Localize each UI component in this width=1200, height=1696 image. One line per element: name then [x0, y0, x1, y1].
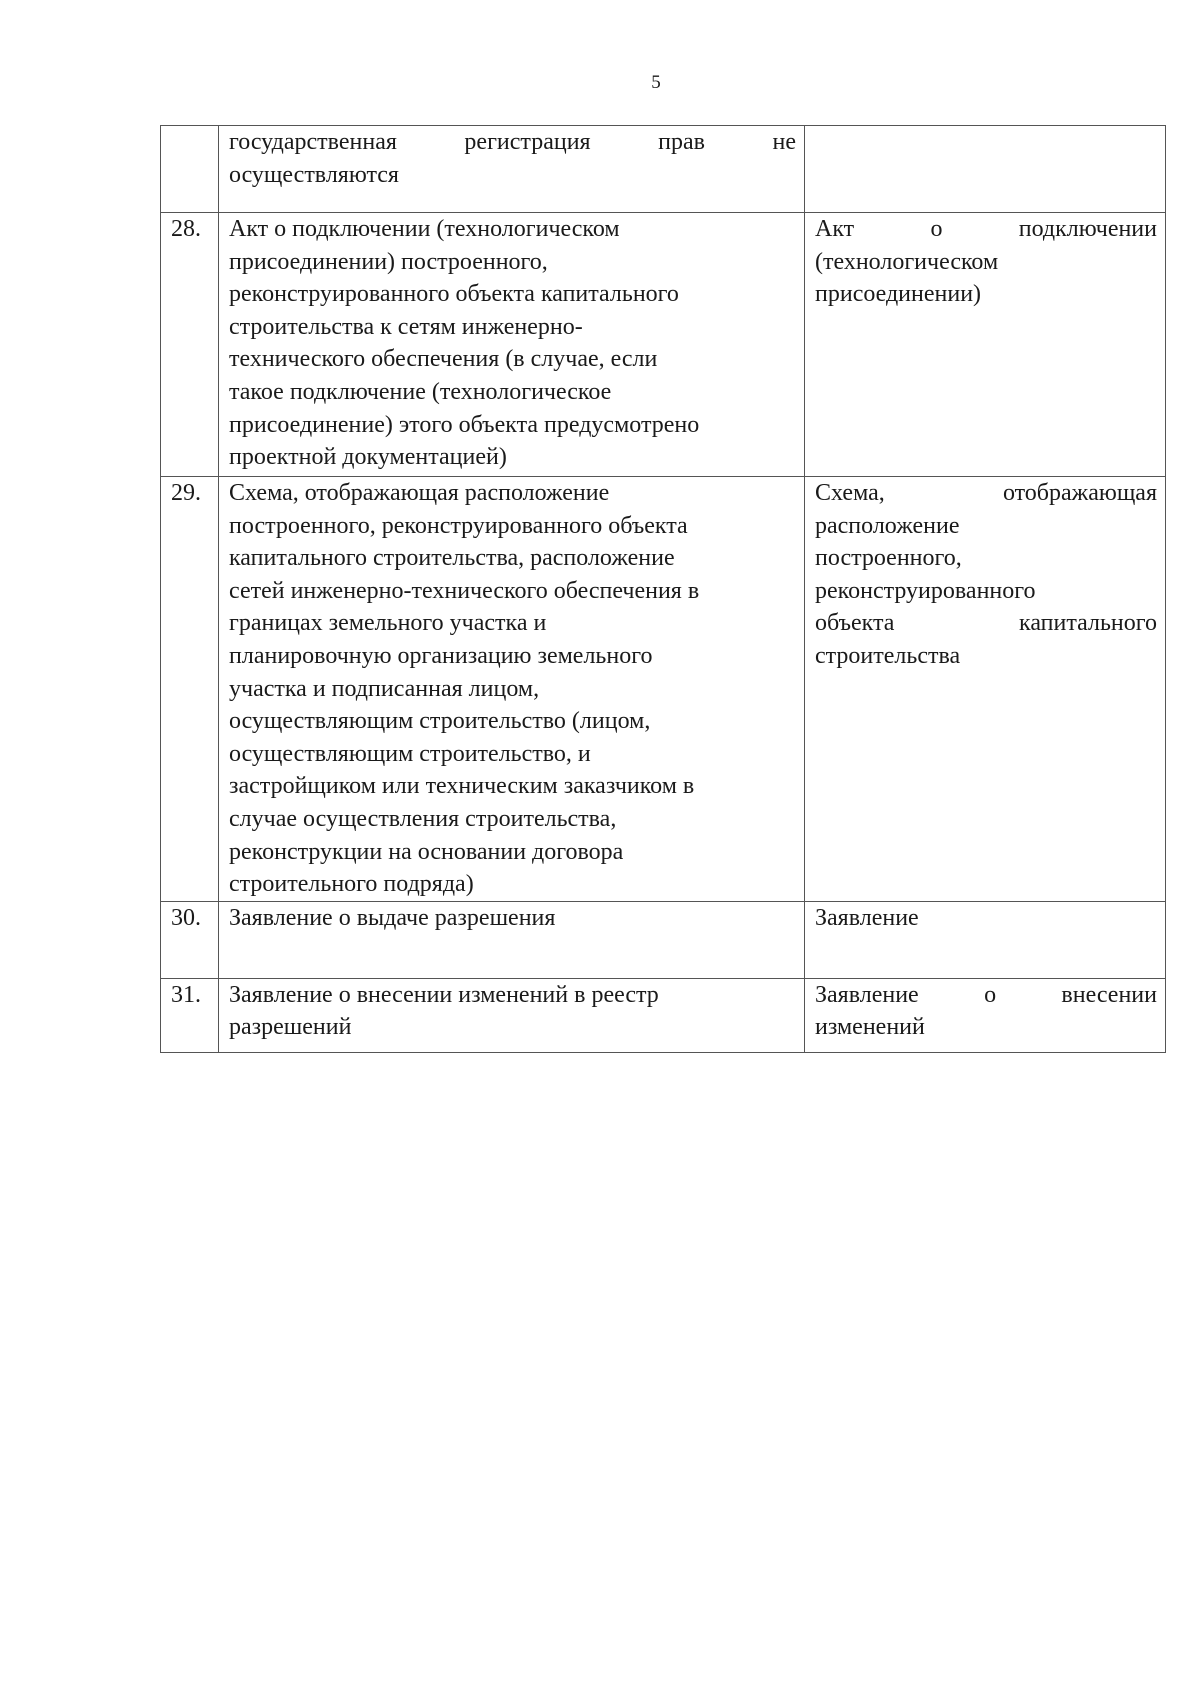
document-name	[805, 901, 1166, 978]
text-line: присоединении) построенного,	[229, 248, 548, 275]
table-row	[161, 978, 1166, 1052]
text-line: планировочную организацию земельного	[229, 642, 653, 669]
text-line: Заявление о выдаче разрешения	[229, 904, 556, 931]
text-line: строительного подряда)	[229, 871, 474, 898]
row-number: 30.	[161, 901, 219, 978]
text-line: случае осуществления строительства,	[229, 805, 617, 832]
text-line: сетей инженерно-технического обеспечения в	[229, 577, 700, 604]
text-line: расположение	[815, 512, 960, 539]
table-row	[161, 213, 1166, 477]
row-number: 28.	[161, 213, 219, 477]
text-line: присоединении)	[815, 281, 982, 308]
text-line: технического обеспечения (в случае, если	[229, 346, 658, 373]
text-line: государственная регистрация прав не	[229, 129, 796, 155]
row-number	[161, 126, 219, 213]
documents-table	[160, 125, 1166, 1053]
text-line: осуществляются	[229, 161, 399, 188]
document-description	[219, 901, 805, 978]
text-line: Схема, отображающая расположение	[229, 480, 610, 506]
text-line: (технологическом	[815, 248, 999, 275]
text-line: застройщиком или техническим заказчиком в	[229, 773, 695, 800]
text-line: проектной документацией)	[229, 444, 507, 471]
text-line: реконструированного	[815, 577, 1036, 604]
text-line: Акт о подключении (технологическом	[229, 216, 620, 242]
table-row	[161, 901, 1166, 978]
document-name	[805, 477, 1166, 902]
row-number: 29.	[161, 477, 219, 902]
text-line: Акт о подключении	[815, 216, 1157, 242]
document-description	[219, 477, 805, 902]
text-line: границах земельного участка и	[229, 610, 547, 637]
document-name	[805, 126, 1166, 213]
text-line: построенного,	[815, 545, 962, 572]
text-line: участка и подписанная лицом,	[229, 675, 540, 702]
document-description	[219, 978, 805, 1052]
text-line: такое подключение (технологическое	[229, 378, 612, 405]
document-description	[219, 213, 805, 477]
text-line: реконструированного объекта капитального	[229, 281, 679, 308]
text-line: Заявление о внесении изменений в реестр	[229, 981, 659, 1008]
text-line: строительства к сетям инженерно-	[229, 313, 583, 340]
table-row	[161, 126, 1166, 213]
text-line: осуществляющим строительство, и	[229, 740, 591, 767]
text-line: построенного, реконструированного объекта	[229, 512, 688, 539]
text-line: изменений	[815, 1014, 925, 1041]
text-line: капитального строительства, расположение	[229, 545, 675, 572]
document-name	[805, 978, 1166, 1052]
text-line: присоединение) этого объекта предусмотрено	[229, 411, 700, 438]
text-line: осуществляющим строительство (лицом,	[229, 708, 651, 735]
table-row	[161, 477, 1166, 902]
text-line: объекта капитального	[815, 610, 1157, 637]
document-name	[805, 213, 1166, 477]
text-line: Схема, отображающая	[815, 480, 1157, 506]
text-line: реконструкции на основании договора	[229, 838, 624, 865]
text-line: Заявление	[815, 904, 919, 931]
document-description	[219, 126, 805, 213]
page-number: 5	[651, 72, 661, 93]
row-number: 31.	[161, 978, 219, 1052]
text-line: Заявление о внесении	[815, 981, 1157, 1008]
text-line: строительства	[815, 642, 961, 669]
text-line: разрешений	[229, 1014, 352, 1041]
